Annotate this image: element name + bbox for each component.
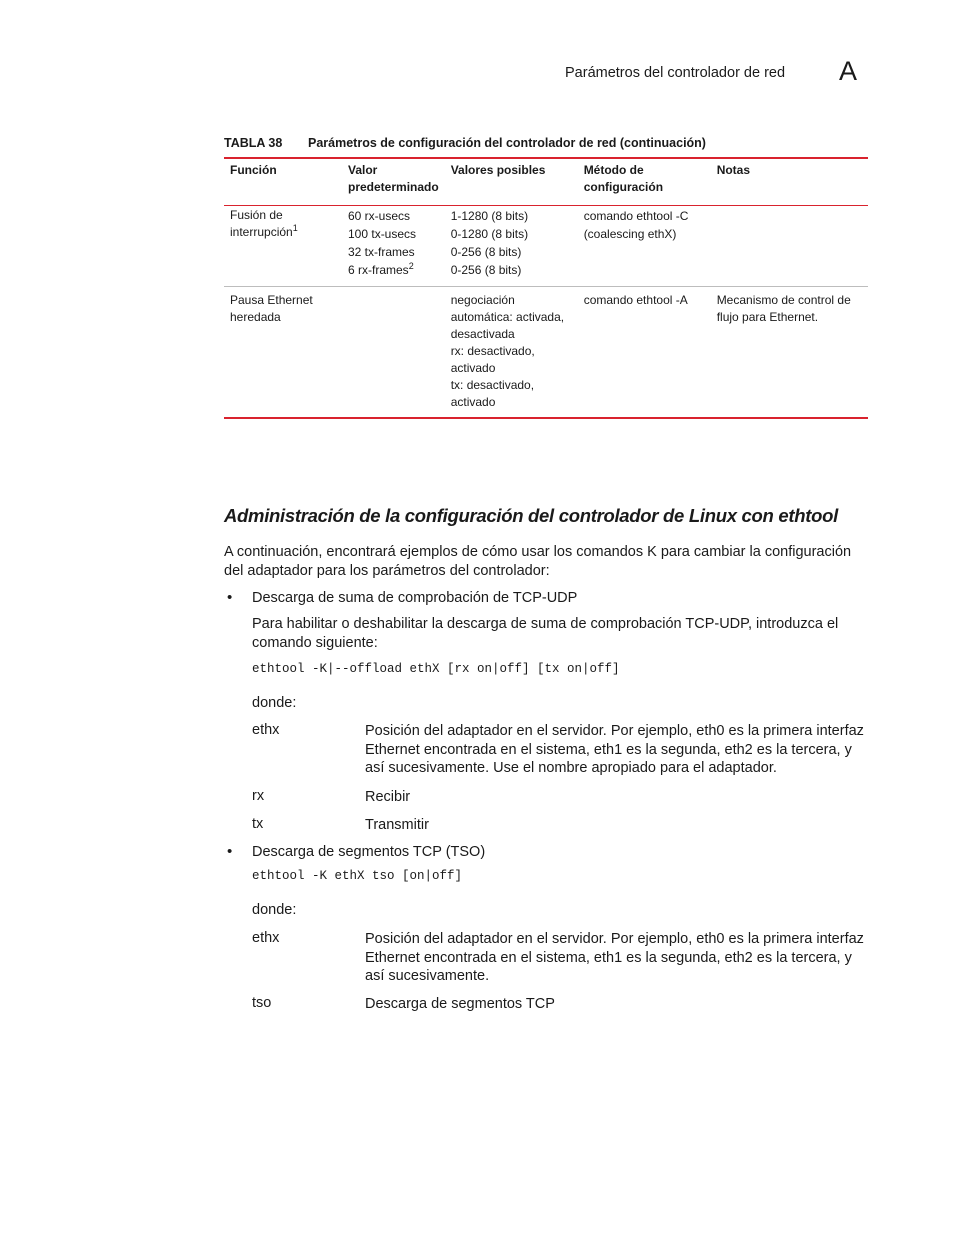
- table-label: TABLA 38: [224, 136, 283, 150]
- bullet-title: Descarga de segmentos TCP (TSO): [252, 844, 486, 860]
- cell-line: 0-256 (8 bits): [450, 263, 522, 277]
- cell-line: Pausa Ethernet: [230, 293, 313, 307]
- cell-line: [348, 261, 439, 279]
- column-header-funcion: [224, 158, 342, 206]
- cell-line: 1-1280 (8 bits): [450, 209, 529, 223]
- column-header-line: Valor: [348, 163, 378, 177]
- footnote-marker: 1: [292, 223, 298, 233]
- cell-line: 0-1280 (8 bits): [450, 227, 529, 241]
- definition-term: tso: [252, 995, 272, 1011]
- cell-valor: [342, 206, 445, 287]
- definition-text: Posición del adaptador en el servidor. Por ejemplo, eth0 es la primera interfaz Ethernet encontrada en el sistema, eth1 es la segunda, eth2 es la tercera, y así sucesivamente.: [365, 931, 864, 984]
- bullet-title: Descarga de suma de comprobación de TCP-UDP: [252, 590, 578, 606]
- cell-line: heredada: [230, 310, 281, 324]
- table-row: [224, 206, 868, 287]
- column-header-valor: [342, 158, 445, 206]
- cell-metodo: [578, 206, 711, 287]
- column-header-line: Función: [230, 163, 277, 177]
- cell-line: 0-256 (8 bits): [450, 245, 522, 259]
- column-header-line: Valores posibles: [450, 163, 546, 177]
- cell-line: desactivada: [450, 327, 515, 341]
- definition-text: Descarga de segmentos TCP: [365, 996, 555, 1012]
- command-line: ethtool -K|--offload ethX [rx on|off] [tx on|off]: [252, 662, 620, 676]
- table-caption-text: Parámetros de configuración del controlador de red (continuación): [308, 136, 706, 150]
- cell-line: activado: [450, 395, 496, 409]
- cell-funcion: [224, 287, 342, 419]
- table-header-row: [224, 158, 868, 206]
- definition-text: Posición del adaptador en el servidor. Por ejemplo, eth0 es la primera interfaz Ethernet encontrada en el sistema, eth1 es la segunda, eth2 es la tercera, y así sucesivamente. Use el nombre apropiado para el adaptador.: [365, 723, 864, 776]
- cell-line: flujo para Ethernet.: [716, 310, 819, 324]
- definition-term: ethx: [252, 722, 280, 738]
- cell-text: interrupción: [230, 225, 293, 239]
- cell-funcion: [224, 206, 342, 287]
- section-heading: Administración de la configuración del controlador de Linux con ethtool: [224, 505, 838, 526]
- cell-line: 100 tx-usecs: [348, 227, 417, 241]
- cell-text: 6 rx-frames: [348, 263, 409, 277]
- table-caption: [224, 136, 706, 150]
- cell-line: 60 rx-usecs: [348, 209, 411, 223]
- column-header-notas: [711, 158, 868, 206]
- cell-posibles: [445, 206, 578, 287]
- cell-line: tx: desactivado,: [450, 378, 535, 392]
- cell-line: [230, 224, 336, 241]
- cell-line: 32 tx-frames: [348, 245, 415, 259]
- bullet-marker: •: [227, 589, 233, 606]
- definition-text: Recibir: [365, 789, 411, 805]
- appendix-letter: A: [839, 56, 858, 86]
- running-header-title: Parámetros del controlador de red: [565, 65, 786, 81]
- cell-line: negociación: [450, 293, 515, 307]
- column-header-line: Método de: [583, 163, 644, 177]
- where-label: donde:: [252, 695, 297, 711]
- cell-line: Fusión de: [230, 208, 283, 222]
- bullet-marker: •: [227, 843, 233, 860]
- bullet-description: Para habilitar o deshabilitar la descarga de suma de comprobación TCP-UDP, introduzca el comando siguiente:: [252, 616, 839, 651]
- column-header-posibles: [445, 158, 578, 206]
- definition-term: tx: [252, 816, 264, 832]
- column-header-line: predeterminado: [348, 180, 439, 194]
- table-row: [224, 287, 868, 419]
- cell-line: automática: activada,: [450, 310, 565, 324]
- command-line: ethtool -K ethX tso [on|off]: [252, 869, 463, 883]
- cell-metodo: [578, 287, 711, 419]
- intro-paragraph: A continuación, encontrará ejemplos de cómo usar los comandos K para cambiar la configuración del adaptador para los parámetros del controlador:: [224, 544, 852, 579]
- cell-line: rx: desactivado,: [450, 344, 535, 358]
- column-header-metodo: [578, 158, 711, 206]
- cell-notas: [711, 287, 868, 419]
- cell-line: comando ethtool -A: [583, 293, 688, 307]
- parameters-table: [224, 157, 868, 419]
- definition-term: rx: [252, 788, 265, 804]
- column-header-line: Notas: [716, 163, 751, 177]
- footnote-marker: 2: [408, 261, 414, 271]
- definition-term: ethx: [252, 930, 280, 946]
- cell-line: (coalescing ethX): [583, 227, 677, 241]
- cell-posibles: [445, 287, 578, 419]
- definition-text: Transmitir: [365, 817, 429, 833]
- where-label: donde:: [252, 902, 297, 918]
- cell-notas: [711, 206, 868, 287]
- cell-line: Mecanismo de control de: [716, 293, 851, 307]
- cell-line: activado: [450, 361, 496, 375]
- cell-valor: [342, 287, 445, 419]
- column-header-line: configuración: [583, 180, 664, 194]
- cell-line: comando ethtool -C: [583, 209, 689, 223]
